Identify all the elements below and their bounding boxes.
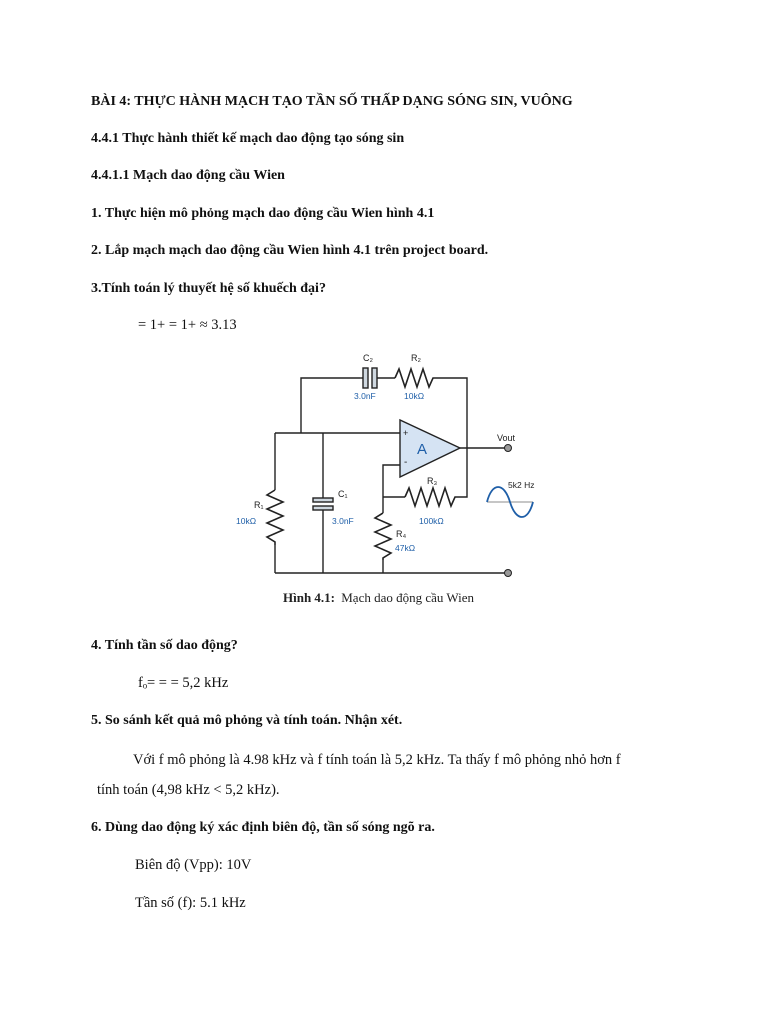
r2-value: 10kΩ xyxy=(404,391,425,401)
frequency-value: Tần số (f): 5.1 kHz xyxy=(135,895,246,911)
figure-caption-bold: Hình 4.1: xyxy=(283,590,336,605)
frequency-label: 5k2 Hz xyxy=(508,480,535,490)
resistor-r3 xyxy=(405,488,457,506)
minus-sign: - xyxy=(404,457,408,468)
figure-caption-text: Mạch dao động cầu Wien xyxy=(338,590,475,605)
resistor-r1 xyxy=(267,490,283,545)
wien-bridge-schematic xyxy=(215,345,545,620)
r4-name: R₄ xyxy=(396,529,407,539)
r4-value: 47kΩ xyxy=(395,543,416,553)
section-title: 4.4.1 Thực hành thiết kế mạch dao động tạo sóng sin xyxy=(91,131,405,146)
gain-formula: = 1+ = 1+ ≈ 3.13 xyxy=(138,317,237,333)
r3-value: 100kΩ xyxy=(419,516,444,526)
question-4: 4. Tính tần số dao động? xyxy=(91,638,238,653)
c2-value: 3.0nF xyxy=(354,391,376,401)
answer-5-line-1: Với f mô phỏng là 4.98 kHz và f tính toán là 5,2 kHz. Ta thấy f mô phỏng nhỏ hơn f xyxy=(133,752,621,768)
amplitude-value: Biên độ (Vpp): 10V xyxy=(135,857,252,873)
opamp-triangle xyxy=(400,420,460,477)
question-1: 1. Thực hiện mô phỏng mạch dao động cầu Wien hình 4.1 xyxy=(91,206,435,221)
subsection-title: 4.4.1.1 Mạch dao động cầu Wien xyxy=(91,168,285,183)
c2-name: C₂ xyxy=(363,353,373,363)
r2-name: R₂ xyxy=(411,353,421,363)
circuit-wires xyxy=(275,378,508,573)
heading: BÀI 4: THỰC HÀNH MẠCH TẠO TẦN SỐ THẤP DẠNG SÓNG SIN, VUÔNG xyxy=(91,94,573,109)
r1-value: 10kΩ xyxy=(236,516,257,526)
r1-name: R₁ xyxy=(254,500,264,510)
frequency-formula: fₒ= = = 5,2 kHz xyxy=(138,675,229,691)
ground-terminal xyxy=(505,570,512,577)
opamp-label: A xyxy=(417,441,428,458)
question-6: 6. Dùng dao động ký xác định biên độ, tần số sóng ngõ ra. xyxy=(91,820,435,835)
wien-bridge-figure xyxy=(215,345,545,620)
c1-value: 3.0nF xyxy=(332,516,354,526)
resistor-r2 xyxy=(395,369,437,387)
capacitor-c1 xyxy=(313,498,333,510)
r3-name: R₃ xyxy=(427,476,438,486)
output-terminal xyxy=(505,445,512,452)
question-5: 5. So sánh kết quả mô phỏng và tính toán. Nhận xét. xyxy=(91,713,403,728)
c1-name: C₁ xyxy=(338,489,348,499)
question-2: 2. Lắp mạch mạch dao động cầu Wien hình 4.1 trên project board. xyxy=(91,243,489,258)
capacitor-c2 xyxy=(363,368,377,388)
plus-sign: + xyxy=(403,428,409,438)
answer-5-line-2: tính toán (4,98 kHz < 5,2 kHz). xyxy=(97,782,280,798)
question-3: 3.Tính toán lý thuyết hệ số khuếch đại? xyxy=(91,281,326,296)
vout-label: Vout xyxy=(497,433,516,443)
resistor-r4 xyxy=(375,513,391,560)
